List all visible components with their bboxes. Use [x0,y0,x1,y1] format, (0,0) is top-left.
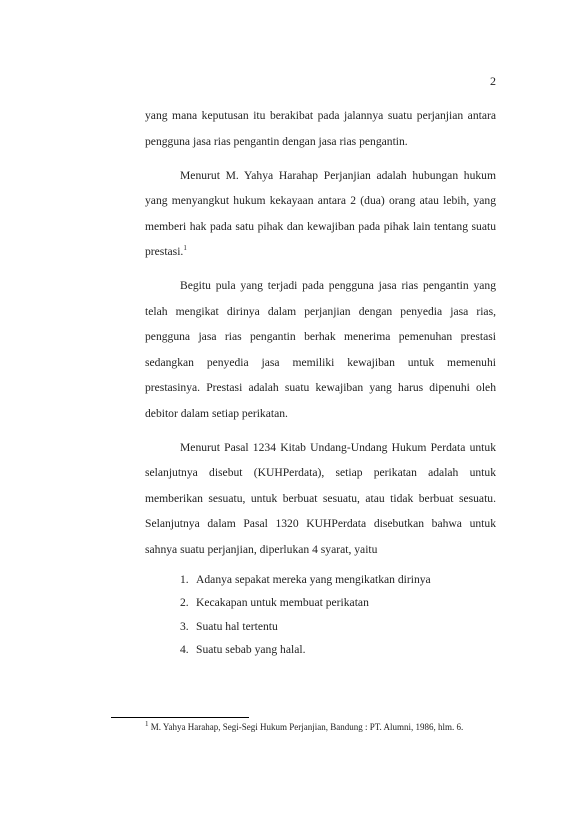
text-line: Selanjutnya dalam Pasal 1320 KUHPerdata disebutkan bahwa untuk [145,517,496,530]
footnote-text: M. Yahya Harahap, Segi-Segi Hukum Perjanjian, Bandung : PT. Alumni, 1986, hlm. 6. [150,722,464,732]
list-item [145,593,496,617]
list-item-number: 4. [180,643,189,656]
text-line: Menurut Pasal 1234 Kitab Undang-Undang Hukum Perdata untuk [180,440,496,454]
text-line [145,242,496,268]
text-line: sahnya suatu perjanjian, diperlukan 4 syarat, yaitu [145,542,378,556]
text-line: prestasinya. Prestasi adalah suatu kewajiban yang harus dipenuhi oleh [145,381,496,394]
footnote-marker: 1 [145,720,149,728]
list-item-text: Kecakapan untuk membuat perikatan [196,596,369,609]
footnote-reference: 1 [183,244,187,253]
text-line: Menurut M. Yahya Harahap Perjanjian adalah hubungan hukum [180,168,496,182]
paragraph [145,438,496,566]
paragraph [145,166,496,268]
footnote [145,722,463,732]
list-item-number: 2. [180,596,189,609]
text-line: yang mana keputusan itu berakibat pada jalannya suatu perjanjian antara [145,109,496,122]
list-item [145,640,496,664]
list-item [145,570,496,594]
list-item-text: Adanya sepakat mereka yang mengikatkan dirinya [196,572,431,586]
footnote-divider [111,717,249,718]
body-text [145,106,496,664]
text-line: pengguna jasa rias pengantin berhak menerima pemenuhan prestasi [145,330,496,343]
text-line: memberi hak pada satu pihak dan kewajiban pada pihak lain tentang suatu [145,219,496,233]
text-line: telah mengikat dirinya dalam perjanjian dengan penyedia jasa rias, [145,304,496,318]
list-item-text: Suatu hal tertentu [196,619,278,633]
list-item-number: 1. [180,572,189,586]
numbered-list [145,570,496,664]
text-line: debitor dalam setiap perikatan. [145,406,288,420]
paragraph [145,276,496,429]
text-line-content: prestasi. [145,245,184,258]
list-item [145,617,496,641]
page-number: 2 [490,74,496,88]
list-item-number: 3. [180,619,189,633]
text-line: yang menyangkut hukum kekayaan antara 2 (dua) orang atau lebih, yang [145,194,496,207]
text-line: Begitu pula yang terjadi pada pengguna jasa rias pengantin yang [180,279,496,292]
list-item-text: Suatu sebab yang halal. [196,643,306,656]
paragraph [145,106,496,157]
text-line: selanjutnya disebut (KUHPerdata), setiap perikatan adalah untuk [145,466,496,479]
text-line: pengguna jasa rias pengantin dengan jasa rias pengantin. [145,134,408,148]
text-line: sedangkan penyedia jasa memiliki kewajiban untuk memenuhi [145,355,496,369]
text-line: memberikan sesuatu, untuk berbuat sesuatu, atau tidak berbuat sesuatu. [145,491,496,505]
